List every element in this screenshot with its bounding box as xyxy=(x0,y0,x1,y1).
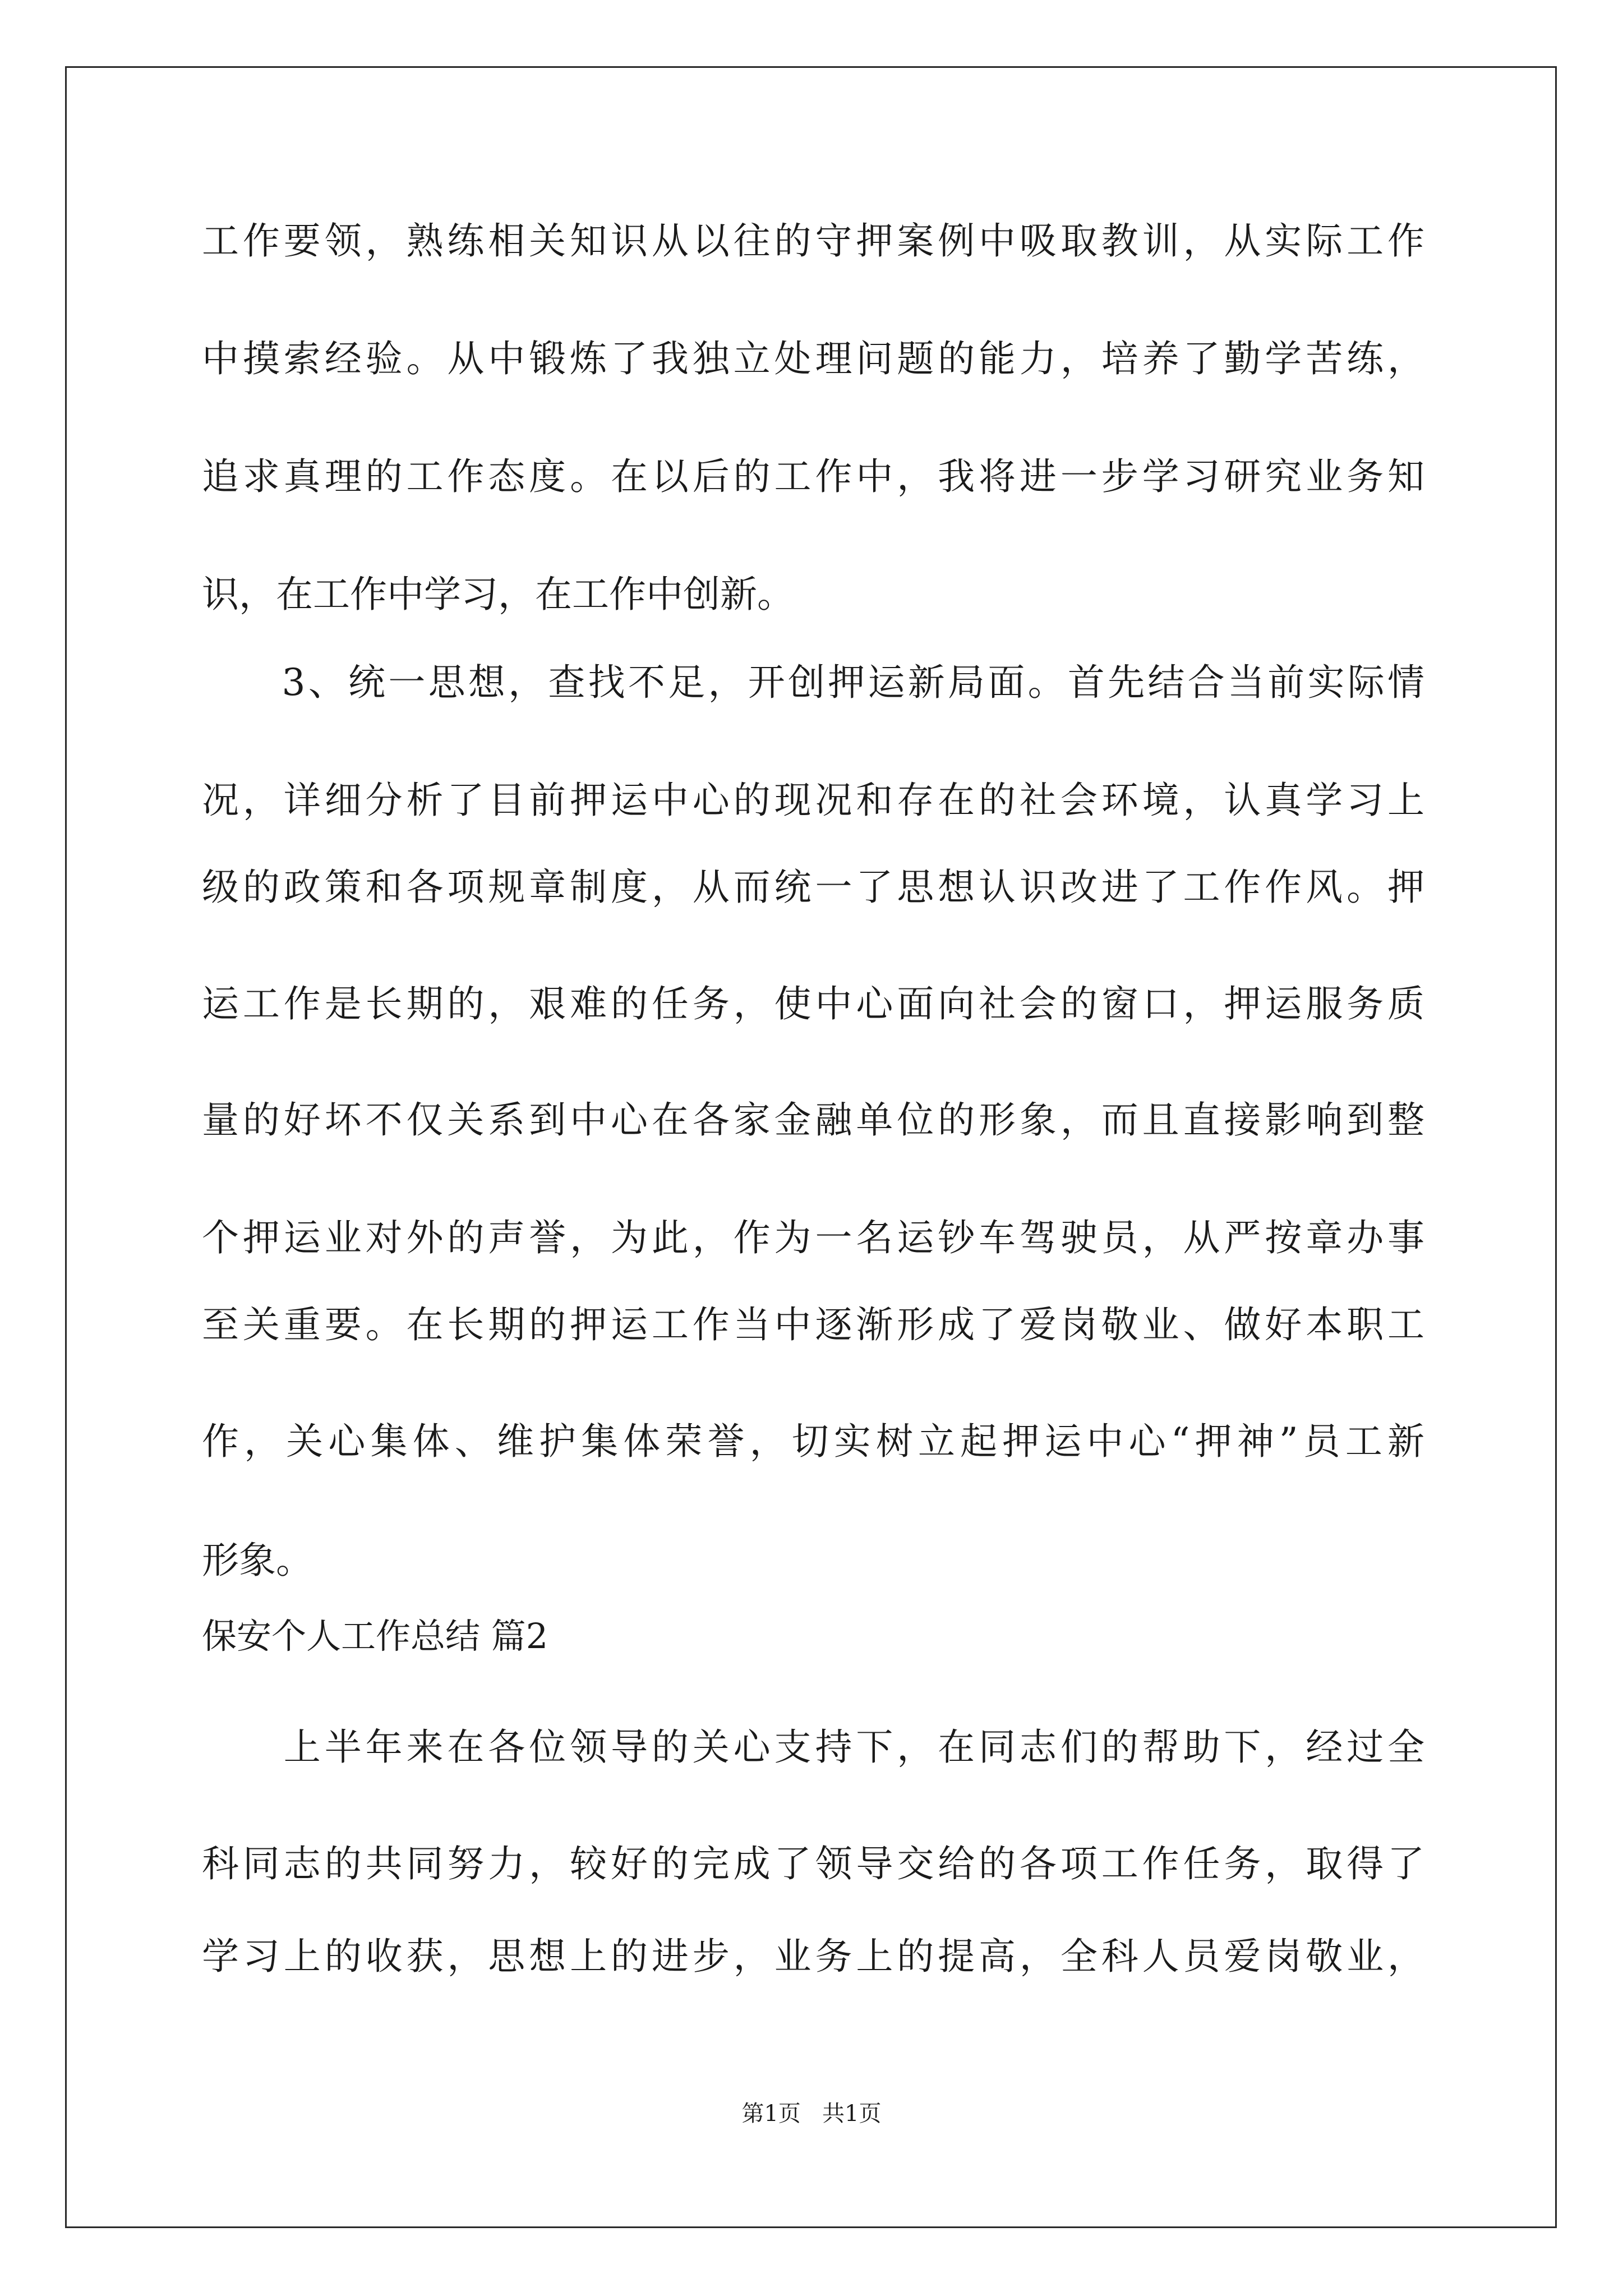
paragraph-1-line-1: 工作要领，熟练相关知识从以往的守押案例中吸取教训，从实际工作 xyxy=(202,219,1424,263)
paragraph-3-line-1: 上半年来在各位领导的关心支持下，在同志们的帮助下，经过全 xyxy=(202,1726,1424,1769)
paragraph-1-line-4: 识，在工作中学习，在工作中创新。 xyxy=(202,573,794,616)
section-heading: 保安个人工作总结 篇2 xyxy=(202,1616,548,1657)
paragraph-1-line-3: 追求真理的工作态度。在以后的工作中，我将进一步学习研究业务知 xyxy=(202,455,1424,498)
paragraph-2-line-8: 作，关心集体、维护集体荣誉，切实树立起押运中心“押神”员工新 xyxy=(202,1420,1424,1463)
paragraph-2-line-9: 形象。 xyxy=(202,1539,313,1582)
paragraph-2-line-7: 至关重要。在长期的押运工作当中逐渐形成了爱岗敬业、做好本职工 xyxy=(202,1303,1424,1346)
paragraph-2-line-3: 级的政策和各项规章制度，从而统一了思想认识改进了工作作风。押 xyxy=(202,866,1424,909)
page-footer: 第1页 共1页 xyxy=(741,2101,882,2127)
paragraph-3-line-3: 学习上的收获，思想上的进步，业务上的提高，全科人员爱岗敬业， xyxy=(202,1935,1424,1978)
paragraph-2-line-1: 3、统一思想，查找不足，开创押运新局面。首先结合当前实际情 xyxy=(202,661,1424,704)
paragraph-2-line-5: 量的好坏不仅关系到中心在各家金融单位的形象，而且直接影响到整 xyxy=(202,1098,1424,1142)
paragraph-2-line-4: 运工作是长期的，艰难的任务，使中心面向社会的窗口，押运服务质 xyxy=(202,982,1424,1025)
paragraph-2-line-2: 况，详细分析了目前押运中心的现况和存在的社会环境，认真学习上 xyxy=(202,779,1424,822)
paragraph-2-line-6: 个押运业对外的声誉，为此，作为一名运钞车驾驶员，从严按章办事 xyxy=(202,1216,1424,1259)
paragraph-1-line-2: 中摸索经验。从中锻炼了我独立处理问题的能力，培养了勤学苦练， xyxy=(202,337,1424,380)
page-border xyxy=(65,66,1557,2228)
paragraph-3-line-2: 科同志的共同努力，较好的完成了领导交给的各项工作任务，取得了 xyxy=(202,1842,1424,1885)
